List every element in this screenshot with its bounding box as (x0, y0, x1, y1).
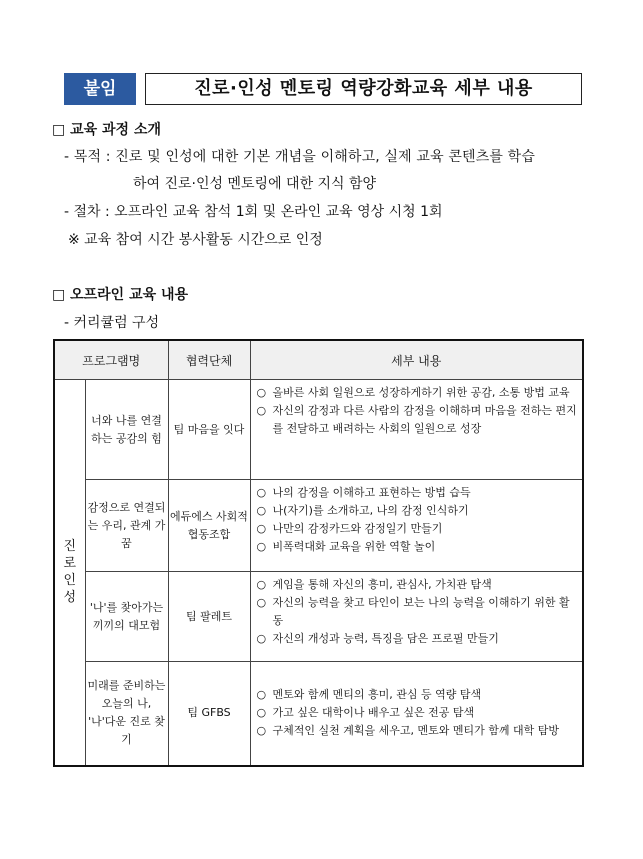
detail-item: ○ 자신의 능력을 찾고 타인이 보는 나의 능력을 이해하기 위한 활동 (256, 596, 570, 627)
section-heading-course: □ 교육 과정 소개 (52, 122, 161, 138)
bullet-icon: ○ (256, 504, 267, 517)
bullet-icon: ○ (256, 688, 267, 702)
bullet-icon: ○ (256, 596, 267, 609)
table-row (54, 480, 583, 572)
header-org: 협력단체 (168, 340, 250, 380)
attachment-badge: 붙임 (64, 73, 136, 105)
partner-org: 팀 팔레트 (168, 572, 250, 662)
page-title: 진로·인성 멘토링 역량강화교육 세부 내용 (145, 73, 582, 105)
detail-item: ○ 올바른 사회 일원으로 성장하게하기 위한 공감, 소통 방법 교육 (257, 384, 579, 402)
detail-item: ○ 나의 감정을 이해하고 표현하는 방법 습득 (257, 484, 579, 502)
detail-item: ○ 가고 싶은 대학이나 배우고 싶은 전공 탐색 (257, 704, 579, 722)
program-name: 너와 나를 연결하는 공감의 힘 (85, 380, 168, 480)
category-cell (54, 380, 85, 766)
bullet-icon: ○ (256, 632, 267, 645)
category-label: 진로인성 (63, 539, 77, 606)
bullet-icon: ○ (256, 386, 267, 399)
detail-item: ○ 자신의 감정과 다른 사람의 감정을 이해하며 마음을 전하는 편지를 전달하고 배려하는 사회의 일원으로 성장 (256, 404, 577, 435)
bullet-icon: ○ (256, 724, 267, 738)
bullet-icon: ○ (256, 486, 267, 499)
detail-cell (250, 572, 583, 662)
partner-org: 에듀에스 사회적협동조합 (168, 480, 250, 572)
bullet-icon: ○ (256, 706, 267, 720)
header-details: 세부 내용 (250, 340, 583, 380)
detail-item: ○ 나(자기)를 소개하고, 나의 감정 인식하기 (257, 502, 579, 520)
table-header-row (54, 340, 583, 380)
page-header (64, 73, 582, 105)
detail-cell (250, 480, 583, 572)
detail-item: ○ 자신의 개성과 능력, 특징을 담은 프로필 만들기 (257, 630, 579, 648)
table-row (54, 662, 583, 766)
header-program: 프로그램명 (54, 340, 168, 380)
table-row (54, 572, 583, 662)
bullet-icon: ○ (256, 404, 267, 417)
detail-cell (250, 380, 583, 480)
bullet-icon: ○ (256, 540, 267, 553)
note-line: ※ 교육 참여 시간 봉사활동 시간으로 인정 (68, 232, 323, 248)
partner-org: 팀 GFBS (168, 662, 250, 766)
program-name: 미래를 준비하는 오늘의 나, '나'다운 진로 찾기 (85, 662, 168, 766)
section-heading-offline: □ 오프라인 교육 내용 (52, 287, 189, 303)
bullet-icon: ○ (256, 522, 267, 535)
procedure-line: - 절차 : 오프라인 교육 참석 1회 및 온라인 교육 영상 시청 1회 (64, 204, 443, 220)
curriculum-table (53, 339, 584, 767)
program-name: 감정으로 연결되는 우리, 관계 가꿈 (85, 480, 168, 572)
detail-item: ○ 멘토와 함께 멘티의 흥미, 관심 등 역량 탐색 (257, 686, 579, 704)
curriculum-subheading: - 커리큘럼 구성 (64, 315, 160, 331)
purpose-line-1: - 목적 : 진로 및 인성에 대한 기본 개념을 이해하고, 실제 교육 콘텐츠를 학습 (64, 149, 536, 165)
detail-item: ○ 비폭력대화 교육을 위한 역할 놀이 (257, 538, 579, 556)
program-name: '나'를 찾아가는 끼끼의 대모험 (85, 572, 168, 662)
detail-cell (250, 662, 583, 766)
detail-item: ○ 게임을 통해 자신의 흥미, 관심사, 가치관 탐색 (257, 576, 579, 594)
bullet-icon: ○ (256, 578, 267, 591)
purpose-line-2: 하여 진로·인성 멘토링에 대한 지식 함양 (133, 176, 377, 192)
detail-item: ○ 구체적인 실천 계획을 세우고, 멘토와 멘티가 함께 대학 탐방 (257, 722, 579, 740)
table-row (54, 380, 583, 480)
partner-org: 팀 마음을 잇다 (168, 380, 250, 480)
detail-item: ○ 나만의 감정카드와 감정일기 만들기 (257, 520, 579, 538)
